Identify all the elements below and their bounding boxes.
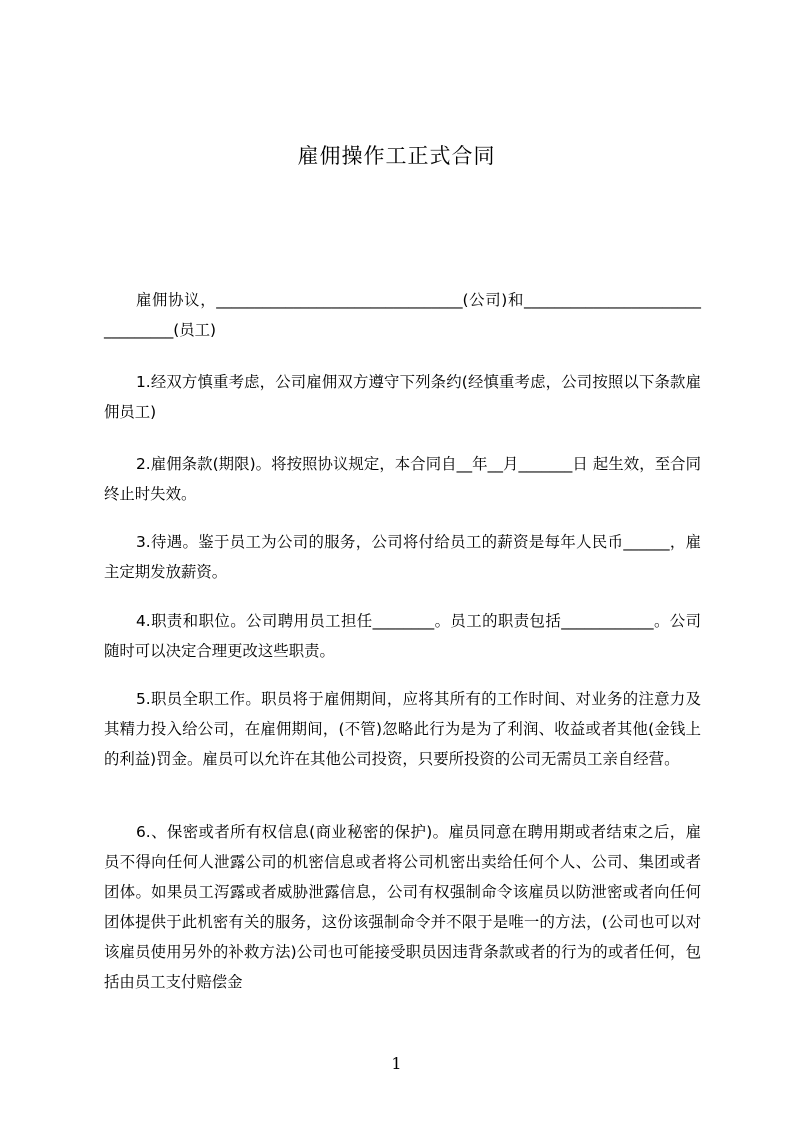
clause-3-compensation: 3.待遇。鉴于员工为公司的服务，公司将付给员工的薪资是每年人民币______，雇主定期发放薪资。	[104, 533, 701, 581]
clause-2-term: 2.雇佣条款(期限)。将按照协议规定，本合同自__年__月_______日 起生效，至合同终止时失效。	[104, 455, 701, 503]
document-title: 雇佣操作工正式合同	[297, 144, 496, 168]
clause-5-full-time: 5.职员全职工作。职员将于雇佣期间，应将其所有的工作时间、对业务的注意力及其精力投入给公司，在雇佣期间，(不管)忽略此行为是为了利润、收益或者其他(金钱上的利益)罚金。雇员可以允许在其他公司投资，只要所投资的公司无需员工亲自经营。	[104, 690, 701, 768]
clause-6-confidentiality: 6.、保密或者所有权信息(商业秘密的保护)。雇员同意在聘用期或者结束之后，雇员不得向任何人泄露公司的机密信息或者将公司机密出卖给任何个人、公司、集团或者团体。如果员工泻露或者威胁泄露信息，公司有权强制命令该雇员以防泄密或者向任何团体提供于此机密有关的服务，这份该强制命令并不限于是唯一的方法，(公司也可以对该雇员使用另外的补救方法)公司也可能接受职员因违背条款或者的行为的或者任何，包括由员工支付赔偿金	[104, 823, 701, 991]
clause-4-duties: 4.职责和职位。公司聘用员工担任________。员工的职责包括____________。公司随时可以决定合理更改这些职责。	[104, 612, 701, 660]
page-number: 1	[391, 1054, 402, 1073]
clause-1-agreement: 1.经双方慎重考虑，公司雇佣双方遵守下列条约(经慎重考虑，公司按照以下条款雇佣员工)	[104, 373, 701, 421]
paragraph-parties: 雇佣协议，________________________________(公司)和________________________________(员工)	[104, 291, 701, 339]
